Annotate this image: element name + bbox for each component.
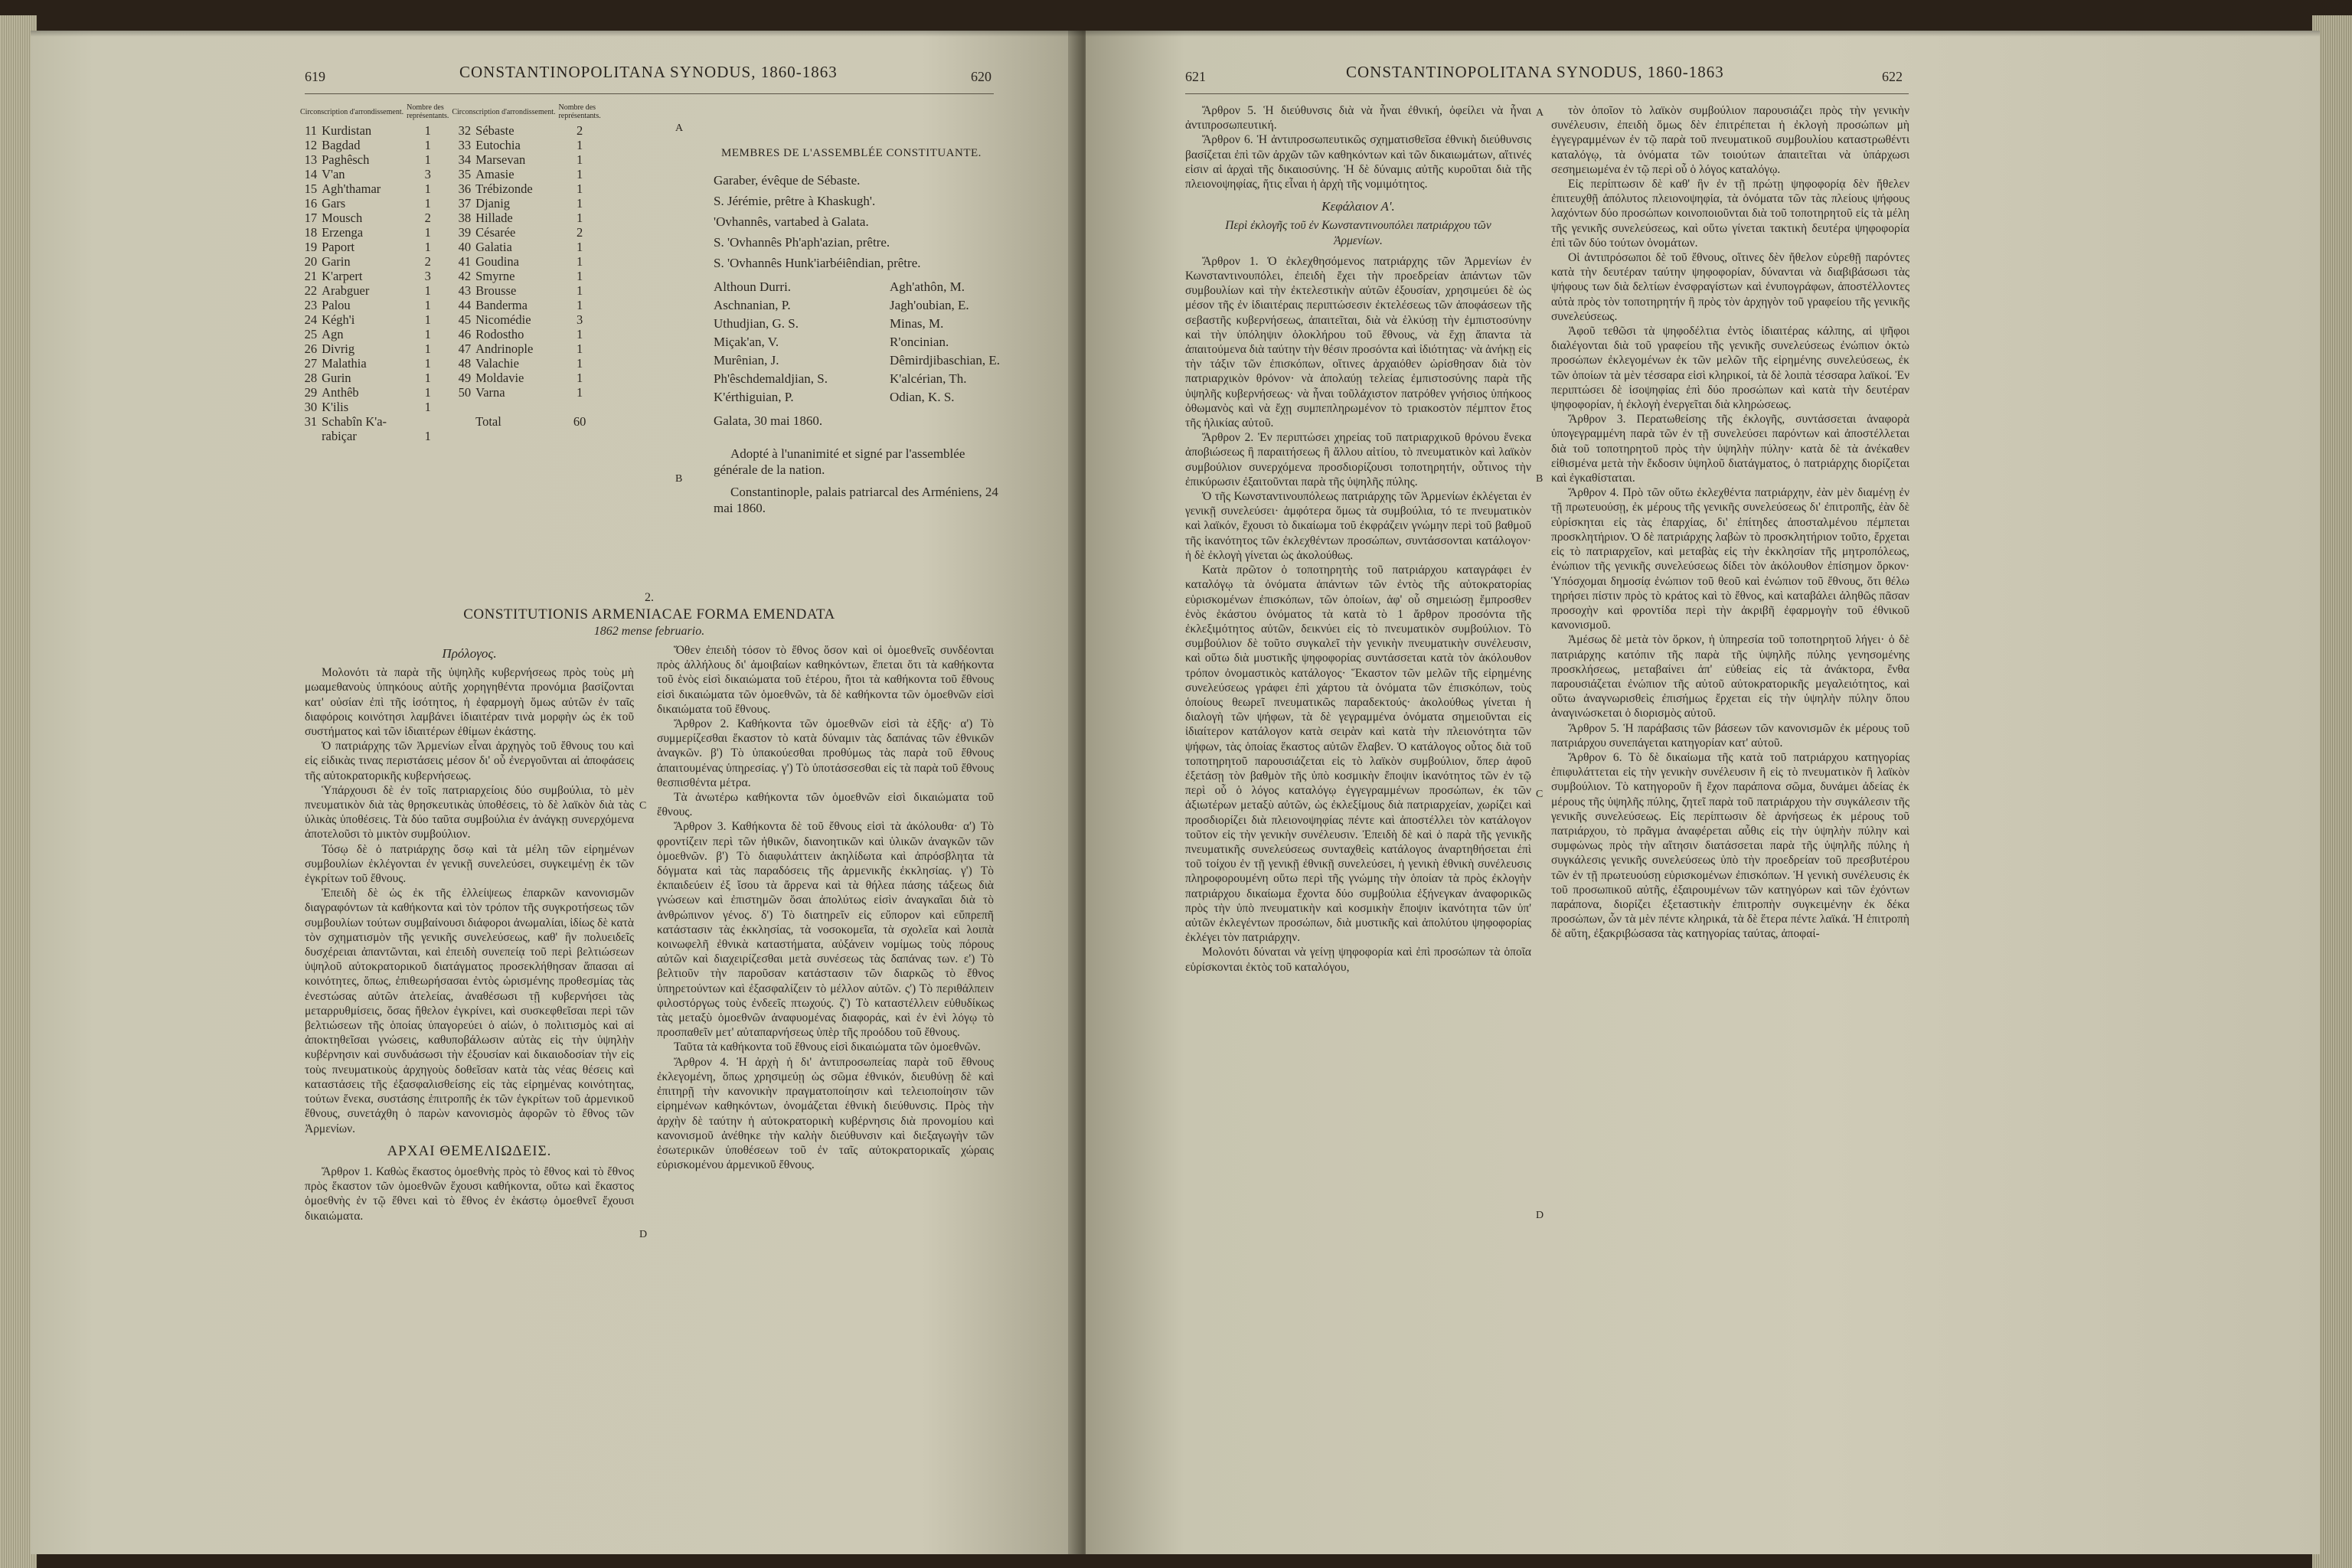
member-line: S. 'Ovhannês Ph'aph'azian, prêtre. <box>714 235 890 250</box>
left-page <box>31 31 1080 1554</box>
district-table <box>299 103 603 443</box>
district-cell: Kégh'i <box>322 312 355 327</box>
district-cell: 20 <box>304 254 318 269</box>
district-cell: Amasie <box>475 167 514 181</box>
member-name: Dêmirdjibaschian, E. <box>890 353 1000 368</box>
district-cell: Banderma <box>475 298 528 312</box>
header-rule <box>305 93 994 94</box>
district-row <box>299 356 603 371</box>
district-cell: 1 <box>424 327 431 341</box>
district-cell: 1 <box>576 138 583 152</box>
member-name: Aschnanian, P. <box>714 298 791 312</box>
district-cell: Anthêb <box>322 385 359 400</box>
district-cell: 1 <box>576 269 583 283</box>
district-cell: 1 <box>424 371 431 385</box>
member-line: Garaber, évêque de Sébaste. <box>714 173 861 188</box>
assembly-members <box>698 145 1004 516</box>
district-cell <box>557 429 602 443</box>
member-name: Agh'athôn, M. <box>890 279 965 294</box>
district-cell: 1 <box>424 123 431 138</box>
district-cell: Garin <box>322 254 351 269</box>
district-cell: 35 <box>458 167 472 181</box>
member-name: Murênian, J. <box>714 353 779 368</box>
right-column-2 <box>1551 103 1909 1543</box>
paragraph: Ἄρθρον 5. Ἡ παράβασις τῶν βάσεων τῶν κανονισμῶν ἐκ μέρους τοῦ πατριάρχου συνεπάγεται κατηγορίαν κατ' αὐτοῦ. <box>1551 721 1909 750</box>
district-cell <box>299 429 320 443</box>
members-grid <box>714 279 1004 405</box>
member-line: S. Jérémie, prêtre à Khaskugh'. <box>714 194 876 208</box>
district-cell: Paport <box>322 240 355 254</box>
paragraph: Μολονότι τὰ παρὰ τῆς ὑψηλῆς κυβερνήσεως πρὸς τοὺς μὴ μωαμεθανοὺς ὑπηκόους αὐτῆς χορηγηθέντα προνόμια βασίζονται κατ' οὐσίαν ἐπὶ τῆς ἰσότητος, ἡ ἐφαρμογὴ ὅμως αὐτῶν ἐν ταῖς διαφόροις κοινότησι λαμβάνει ἰδιαιτέραν τινὰ μορφὴν ὡς ἐκ τοῦ συστήματος καὶ τῶν ἰδιαιτέρων ἐθίμων ἑκάστης. <box>305 666 634 739</box>
member-name: Jagh'oubian, E. <box>890 298 969 312</box>
district-row <box>299 254 603 269</box>
member-name: Uthudjian, G. S. <box>714 316 799 331</box>
district-cell: Andrinople <box>475 341 534 356</box>
member-line: S. 'Ovhannês Hunk'iarbéiêndian, prêtre. <box>714 256 921 270</box>
paragraph: Ὑπάρχουσι δὲ ἐν τοῖς πατριαρχείοις δύο συμβούλια, τὸ μὲν πνευματικὸν διὰ τὰς θρησκευτικὰς ὑποθέσεις, τὸ δὲ λαϊκὸν διὰ τὰς ὑλικὰς ὑποθέσεις. Τὰ δύο ταῦτα συμβούλια ἐν ἀνάγκῃ συνερχόμενα ἀποτελοῦσι τὸ μικτὸν συμβούλιον. <box>305 783 634 841</box>
district-cell: Bagdad <box>322 138 361 152</box>
article-1: Ἄρθρον 1. Καθὼς ἕκαστος ὁμοεθνὴς πρὸς τὸ ἔθνος καὶ τὸ ἔθνος πρὸς ἕκαστον τῶν ὁμοεθνῶν ἔχουσι καθήκοντα, οὕτω καὶ ἕκαστος ὁμοεθνὴς ἐν τῷ ἔθνει καὶ τὸ ἔθνος ἐν ἑκάστῳ ὁμοεθνεῖ ἔχουσι δικαιώματα. <box>305 1165 634 1223</box>
district-cell: 17 <box>304 211 318 225</box>
header-rule-right <box>1185 93 1909 94</box>
district-row <box>299 225 603 240</box>
district-cell: Palou <box>322 298 351 312</box>
district-row <box>299 385 603 400</box>
margin-letter-b: B <box>675 473 683 485</box>
district-cell: 46 <box>458 327 472 341</box>
paragraph: Κατὰ πρῶτον ὁ τοποτηρητὴς τοῦ πατριάρχου καταγράφει ἐν καταλόγῳ τὰ ὀνόματα ἁπάντων τῶν ἐντὸς τῆς αὐτοκρατορίας εὑρισκομένων ἐπισκόπων, τῶν ὁποίων, ἀφ' οὗ σημειώσῃ ἔμπροσθεν ἑνὸς ἑκάστου ὀνόματος τὰ κατὰ τὸ 1 ἄρθρον προσόντα τῆς ἐκλεξιμότητος αὐτῶν, δεικνύει εἰς τὸ πνευματικὸν συμβούλιον. Τὸ συμβούλιον δὲ τοῦτο συγκαλεῖ τὴν γενικὴν πνευματικὴν συνέλευσιν, καὶ οὕτω διὰ μυστικῆς ψηφοφορίας συντάσσεται κατὰ τὸν ἀκόλουθον τρόπον ὀνομαστικὸς κατάλογος· Ἕκαστον τῶν μελῶν τῆς εἰρημένης συνελεύσεως γράφει ἐπὶ χάρτου τὰ ὀνόματα τῶν ἐπισκόπων, τοὺς ὁποίους θεωρεῖ πνευματικῶς παραδεκτούς· ἀκολούθως γίνεται ἡ διαλογὴ τῶν ψήφων, τὰ δὲ γεγραμμένα ὀνόματα σημειοῦνται εἰς ἰδιαίτερον κατάλογον κατὰ σειρὰν καὶ κατὰ τὴν πλειονότητα τῶν ψήφων, τὰς ὁποίας ἕκαστος αὐτῶν ἔλαβεν. Ὁ κατάλογος οὗτος διὰ τοῦ τοποτηρητοῦ παρουσιάζεται εἰς τὸ λαϊκὸν συμβούλιον, ὅπερ ἀφοῦ ἐξετάσῃ τὸν βαθμὸν τῆς ὑπὸ κοσμικὴν ἔποψιν ἱκανότητος τῶν ἐν τῷ περὶ οὗ ὁ λόγος καταλόγῳ ἐγγεγραμμένων προσώπων, ἐκ τῶν ἀξιωτέρων μεταξὺ αὐτῶν, ὡς ἐκλεξίμους διὰ πατριαρχείαν, χωρίζει καὶ προσδιορίζει διὰ πλειονοψηφίας πέντε καὶ ἀποστέλλει τὸν κατάλογον τοῦτον εἰς τὴν γενικὴν συνέλευσιν. Ἐπειδὴ δὲ καὶ ὁ παρὰ τῆς γενικῆς πνευματικῆς συνελεύσεως συνταχθεὶς κατάλογος ἀναρτηθήσεται ἐπὶ τοῦ τοίχου ἐν τῇ γενικῇ ἐθνικῇ συνελεύσει, ἡ γενικὴ ἐθνικὴ συνέλευσις πληροφορουμένη οὕτω περὶ τῆς γνώμης τὴν ὁποίαν τὰ πρὸς ἐκλογὴν πατριάρχου δικαίωμα ἔχοντα δύο συμβούλια ἐξήνεγκαν ἀναφορικῶς πρὸς τὴν ὑπὸ πνευματικὴν καὶ κοσμικὴν ἔποψιν ἱκανότητα τῶν ὑπ' αὐτῶν ἐκλεγέντων προσώπων, διὰ μυστικῆς καὶ ἀπολύτου ψηφοφορίας ἐκλέγει τὸν πατριάρχην. <box>1185 564 1531 945</box>
district-cell <box>474 429 557 443</box>
district-cell: 1 <box>424 181 431 196</box>
paragraph: Ἄρθρον 3. Περατωθείσης τῆς ἐκλογῆς, συντάσσεται ἀναφορὰ ὑπογεγραμμένη παρὰ τῶν ἐν τῇ συνελεύσει παρόντων καὶ ἀποστέλλεται διὰ τοῦ τοποτηρητοῦ πρὸς τὴν ὑψηλὴν πύλην· κατὰ δὲ τὰ ἀνέκαθεν εἰθισμένα μετὰ τὴν ἔκδοσιν ὑψηλοῦ διατάγματος, ὁ πατριάρχης διορίζεται καὶ ἐγκαθίσταται. <box>1551 413 1909 485</box>
margin-letter-b-right: B <box>1536 473 1544 485</box>
district-row <box>299 341 603 356</box>
district-cell: 19 <box>304 240 318 254</box>
district-cell <box>405 414 450 429</box>
district-row <box>299 211 603 225</box>
district-row <box>299 167 603 181</box>
district-cell: 2 <box>424 211 431 225</box>
paragraph: Ἄρθρον 5. Ἡ διεύθυνσις διὰ νὰ ἦναι ἐθνική, ὀφείλει νὰ ἦναι ἀντιπροσωπευτική. <box>1185 104 1531 132</box>
district-cell <box>450 400 474 414</box>
district-row <box>299 400 603 414</box>
district-cell: Moldavie <box>475 371 524 385</box>
district-cell: Brousse <box>475 283 517 298</box>
district-cell: 1 <box>576 356 583 371</box>
top-shadow <box>31 31 2320 37</box>
running-header-right: CONSTANTINOPOLITANA SYNODUS, 1860-1863 <box>1346 63 1724 81</box>
member-name: Odian, K. S. <box>890 390 955 404</box>
right-column-1 <box>1185 103 1531 1543</box>
district-cell: 21 <box>304 269 318 283</box>
district-cell: Djanig <box>475 196 511 211</box>
district-row <box>299 371 603 385</box>
district-cell <box>450 414 474 429</box>
district-cell: 1 <box>424 385 431 400</box>
district-cell: 30 <box>304 400 318 414</box>
paragraph: Ὁ πατριάρχης τῶν Ἀρμενίων εἶναι ἀρχηγὸς τοῦ ἔθνους του καὶ εἰς εἰδικὰς τινας περιστάσεις μέσον δι' οὗ ἐνεργοῦνται αἱ ἀποφάσεις τῆς αὐτοκρατορικῆς κυβερνήσεως. <box>305 740 634 782</box>
district-row <box>299 196 603 211</box>
margin-letter-d-right: D <box>1536 1210 1544 1221</box>
district-cell: 1 <box>424 356 431 371</box>
district-cell: Paghêsch <box>322 152 370 167</box>
district-cell: Varna <box>475 385 505 400</box>
section-subtitle: 1862 mense februario. <box>593 625 705 638</box>
district-row <box>299 429 603 443</box>
margin-letter-c-right: C <box>1536 789 1544 800</box>
member-name: K'alcérian, Th. <box>890 371 967 386</box>
district-cell: 3 <box>424 269 431 283</box>
district-cell: 22 <box>304 283 318 298</box>
district-cell: Agh'thamar <box>322 181 381 196</box>
district-row <box>299 327 603 341</box>
district-cell: 45 <box>458 312 472 327</box>
district-cell: 42 <box>458 269 472 283</box>
district-cell: Sébaste <box>475 123 514 138</box>
district-cell: Hillade <box>475 211 513 225</box>
district-row <box>299 269 603 283</box>
paragraph: Ἄρθρον 6. Ἡ ἀντιπροσωπευτικῶς σχηματισθεῖσα ἐθνικὴ διεύθυνσις βασίζεται ἐπὶ τῶν ἀρχῶν τῶν καθηκόντων καὶ τῶν δικαιωμάτων, αἵτινές εἰσιν αἱ ἀρχαὶ τῆς δικαιοσύνης. Ἡ δὲ δύναμις αὐτῆς κυροῦται διὰ τῆς πλειονοψηφίας, ἥτις εἶναι ἡ ἀρχὴ τῆς νομιμότητος. <box>1185 133 1531 191</box>
district-cell: 37 <box>458 196 472 211</box>
district-cell: 1 <box>424 341 431 356</box>
adopted-note: Adopté à l'unanimité et signé par l'assemblée générale de la nation. <box>714 446 965 477</box>
district-cell: Goudina <box>475 254 519 269</box>
district-cell: 41 <box>458 254 472 269</box>
member-name: K'érthiguian, P. <box>714 390 794 404</box>
district-cell: 1 <box>424 429 431 443</box>
district-cell: Césarée <box>475 225 516 240</box>
page-number-621: 621 <box>1185 69 1206 84</box>
district-cell: Gars <box>322 196 346 211</box>
district-cell: Nicomédie <box>475 312 531 327</box>
archai-title: ΑΡΧΑΙ ΘΕΜΕΛΙΩΔΕΙΣ. <box>387 1142 552 1159</box>
member-name: Minas, M. <box>890 316 944 331</box>
district-cell: 34 <box>458 152 472 167</box>
col-header-reps: Nombre des représentants. <box>407 103 449 120</box>
members-date: Galata, 30 mai 1860. <box>714 413 823 428</box>
district-cell: Eutochia <box>475 138 521 152</box>
district-cell: 13 <box>304 152 318 167</box>
paragraph: Ἀμέσως δὲ μετὰ τὸν ὅρκον, ἡ ὑπηρεσία τοῦ τοποτηρητοῦ λήγει· ὁ δὲ πατριάρχης κατόπιν τῆς παρὰ τῆς ὑψηλῆς πύλης γενησομένης προσκλήσεως, μεταβαίνει ἀπ' εὐθείας εἰς τὰ ἀνάκτορα, ἔνθα παρουσιάζεται ἐνώπιον τῆς αὐτοῦ αὐτοκρατορικῆς μεγαλειότητος, καὶ οὕτω ἀναγνωρισθεὶς ἐπισήμως ἔρχεται εἰς τὴν ὑψηλὴν πύλην ὅπου ἀναγινώσκεται ὁ διορισμὸς αὐτοῦ. <box>1551 633 1909 720</box>
paragraph: Ἄρθρον 2. Ἐν περιπτώσει χηρείας τοῦ πατριαρχικοῦ θρόνου ἕνεκα ἀποβιώσεως ἢ παραιτήσεως ἢ ἄλλου αἰτίου, τὸ πνευματικὸν καὶ λαϊκὸν συμβούλιον συνερχόμενα προσδιορίζουσι τοποτηρητήν, οὗτινος τὴν ἐπικύρωσιν ἐξαιτοῦνται παρὰ τῆς ὑψηλῆς πύλης. <box>1185 431 1531 488</box>
margin-letter-d: D <box>639 1229 648 1240</box>
district-row <box>299 414 603 429</box>
margin-letter-c: C <box>639 800 647 812</box>
paragraph: Ἄρθρον 3. Καθήκοντα δὲ τοῦ ἔθνους εἰσὶ τὰ ἀκόλουθα· α') Τὸ φροντίζειν περὶ τῶν ἠθικῶν, διανοητικῶν καὶ ὑλικῶν ἀναγκῶν τῶν ὁμοεθνῶν. β') Τὸ διαφυλάττειν ἀκηλίδωτα καὶ ἀπρόσβλητα τὰ δόγματα καὶ τὰς παραδόσεις τῆς ἀρμενικῆς ἐκκλησίας. γ') Τὸ ἐκπαιδεύειν ἐξ ἴσου τὰ ἄρρενα καὶ τὰ θήλεα πάσης τάξεως διὰ γνώσεων καὶ ἐπιστημῶν ὅσαι ἀπολύτως εἰσὶν ἀναγκαῖαι διὰ τὸ ἀνθρώπινον γένος. δ') Τὸ διατηρεῖν εἰς εὔπορον καὶ εὔπρεπῆ κατάστασιν τὰς ἐκκλησίας, τὰ νοσοκομεῖα, τὰ σχολεῖα καὶ λοιπὰ κοινωφελῆ ἐθνικὰ καταστήματα, αὐξάνειν νομίμως τοὺς πόρους αὐτῶν καὶ διαχειρίζεσθαι μετὰ συνέσεως τὰς δαπάνας των. ε') Τὸ βελτιοῦν τὴν παροῦσαν κατάστασιν τῶν διαρκῶς τὸ ἔθνος ὑπηρετούντων καὶ ἐξασφαλίζειν τὸ μέλλον αὐτῶν. ς') Τὸ περιθάλπειν φιλοστόργως τοὺς ἐνδεεῖς πτωχούς. ζ') Τὸ καταστέλλειν εὐθυδίκως τὰς μεταξὺ ὁμοεθνῶν ἀναφυομένας διαφοράς, καὶ ἐν ἑνὶ λόγῳ τὸ προσπαθεῖν μετ' αὐταπαρνήσεως ὑπὲρ τῆς προόδου τοῦ ἔθνους. <box>657 820 994 1040</box>
paragraph: Ἄρθρον 2. Καθήκοντα τῶν ὁμοεθνῶν εἰσὶ τὰ ἑξῆς· α') Τὸ συμμερίζεσθαι ἕκαστον τὸ κατὰ δύναμιν τὰς δαπάνας τῶν ἐθνικῶν ἀναγκῶν. β') Τὸ ὑπακούεσθαι προθύμως τὰς παρὰ τοῦ ἔθνους ἀπαιτουμένας ὑπηρεσίας. γ') Τὸ ὑποτάσσεσθαι εἰς τὰ παρὰ τοῦ ἔθνους θεσπισθέντα μέτρα. <box>657 717 994 789</box>
district-cell: 28 <box>304 371 318 385</box>
paragraph: Ὅθεν ἐπειδὴ τόσον τὸ ἔθνος ὅσον καὶ οἱ ὁμοεθνεῖς συνδέονται πρὸς ἀλλήλους δι' ἀμοιβαίων καθηκόντων, ἕπεται ὅτι τὰ καθήκοντα τοῦ ἑνὸς εἰσὶ δικαιώματα τοῦ ἑτέρου, ἤτοι τὰ καθήκοντα τοῦ ἔθνους εἰσὶ δικαιώματα τῶν ὁμοεθνῶν, τὰ δὲ καθήκοντα τῶν ὁμοεθνῶν εἰσὶ δικαιώματα τοῦ ἔθνους. <box>657 644 994 716</box>
district-cell: 40 <box>458 240 472 254</box>
left-column-1 <box>305 643 634 1516</box>
district-cell: 1 <box>424 400 431 414</box>
district-cell: 15 <box>304 181 318 196</box>
district-cell: Galatia <box>475 240 512 254</box>
district-cell: Trébizonde <box>475 181 533 196</box>
district-cell: Marsevan <box>475 152 526 167</box>
paragraph: Ἄρθρον 4. Πρὸ τῶν οὕτω ἐκλεχθέντα πατριάρχην, ἐὰν μὲν διαμένῃ ἐν τῇ πρωτευούσῃ, ἐκ μέρους τῆς γενικῆς συνελεύσεως δι' ἐπιτροπῆς, ἐὰν δὲ εὑρίσκηται εἰς τὰς ἐπαρχίας, δι' ἐπίτηδες ἀποσταλμένου πέμπεται προσκλητήριον. Ὁ δὲ πατριάρχης λαβὼν τὸ προσκλητήριον τοῦτο, ἔρχεται εἰς τὸ πατριαρχεῖον, καὶ μεταβὰς εἰς τὴν ἐκκλησίαν τῆς μητροπόλεως, ἐνώπιον τῆς γενικῆς συνελεύσεως δίδει τὸν ἀκόλουθον ἐπίσημον ὅρκον· Ὑπόσχομαι δημοσίᾳ ἐνώπιον τοῦ θεοῦ καὶ ἐνώπιον τοῦ ἔθνους, ὅτι θέλω τηρήσει πίστιν πρὸς τὸ κράτος καὶ τὸ ἔθνος, καὶ καταβάλει ἀληθῶς πᾶσαν προσοχὴν καὶ φροντίδα περὶ τὴν ἀκριβῆ ἐφαρμογὴν τοῦ ἐθνικοῦ κανονισμοῦ. <box>1551 486 1909 632</box>
district-cell: 2 <box>576 123 583 138</box>
section-number: 2. <box>645 591 654 604</box>
paragraph: Εἰς περίπτωσιν δὲ καθ' ἣν ἐν τῇ πρώτῃ ψηφοφορίᾳ δὲν ἤθελεν ἐπιτευχθῇ ἀπόλυτος πλειονοψηφία, τὰ ὀνόματα τῶν τὰς πλείους ψήφους λαχόντων δύο προσώπων κοινοποιοῦνται διὰ τοῦ τοποτηρητοῦ εἰς τὰ μέλη τῆς γενικῆς συνελεύσεως, καὶ οὕτω γίνεται τακτικὴ δευτέρα ψηφοφορία ἐπὶ τῶν δύο τούτων ὀνομάτων. <box>1551 178 1909 250</box>
district-cell: Agn <box>322 327 344 341</box>
district-cell: 12 <box>304 138 318 152</box>
district-cell: 1 <box>576 211 583 225</box>
district-row <box>299 240 603 254</box>
member-name: Althoun Durri. <box>714 279 792 294</box>
district-cell: 24 <box>304 312 318 327</box>
district-row <box>299 298 603 312</box>
paragraph: Ἄρθρον 6. Τὸ δὲ δικαίωμα τῆς κατὰ τοῦ πατριάρχου κατηγορίας ἐπιφυλάττεται εἰς τὴν γενικὴν συνέλευσιν ἢ εἰς τὸ πνευματικὸν ἢ λαϊκὸν συμβούλιον. Τὸ κατηγοροῦν ἢ ἔχον παράπονα σῶμα, δυνάμει ἀδείας ἐκ μέρους τῆς ὑψηλῆς πύλης, ζητεῖ παρὰ τοῦ πατριάρχου τὴν συγκάλεσιν τῆς γενικῆς συνελεύσεως. Εἰς περίπτωσιν δὲ ἀρνήσεως ἐκ μέρους τοῦ πατριάρχου, τὸ πρᾶγμα ἀναφέρεται αὖθις εἰς τὴν ὑψηλὴν πύλην καὶ συμφώνως πρὸς τὴν αἴτησιν διατάσσεται παρὰ τῆς ὑψηλῆς πύλης ἡ συγκάλεσις γενικῆς συνελεύσεως ὑπὸ τὴν προεδρείαν τοῦ πρεσβυτέρου τῶν ἐν τῇ πρωτευούσῃ εὑρισκομένων ἐπισκόπων. Ἡ γενικὴ συνέλευσις ἐκ τοῦ προσωπικοῦ αὐτῆς, ἐξαιρουμένων τῶν κατηγόρων καὶ τῶν ἐχόντων παράπονα, διορίζει ἐξεταστικὴν ἐπιτροπὴν συγκειμένην ἐκ δέκα προσώπων, ὧν τὰ μὲν πέντε κληρικά, τὰ δὲ ἕτερα πέντε λαϊκά. Ἡ ἐπιτροπὴ δὲ αὕτη, ἐξακριβώσασα τὰς κατηγορίας ταύτας, ἀποφαί- <box>1551 750 1909 941</box>
paragraph: Ἄρθρον 1. Ὁ ἐκλεχθησόμενος πατριάρχης τῶν Ἀρμενίων ἐν Κωνσταντινουπόλει, ἐπειδὴ ἔχει τὴν προεδρείαν ἁπάντων τῶν συμβουλίων καὶ τὴν ἐκτελεστικὴν αὐτῶν ἐξουσίαν, χρησιμεύει δὲ ὡς μέσον τῆς ἐν ἰδιαιτέραις περιπτώσεσιν ἐκτελέσεως τῶν ἀποφάσεων τῆς σεβαστῆς κυβερνήσεως, ἀπαιτεῖται, διὰ νὰ ἑλκύσῃ τὴν ἐμπιστοσύνην καὶ τὴν ὑπόληψιν ὁλοκλήρου τοῦ ἔθνους, νὰ ἔχῃ ἅπαντα τὰ ἀπαιτούμενα διὰ ταύτην τὴν θέσιν προσόντα καὶ ἰδιότητας· νὰ ἀνήκῃ εἰς τὴν τάξιν τῶν ἐπισκόπων, οἵτινες ἀρχαιόθεν ὡρίσθησαν διὰ τὸν πατριαρχικὸν θρόνον· νὰ ἀπολαύῃ τελείας ἐμπιστοσύνης παρὰ τῆς ὑψηλῆς κυβερνήσεως· νὰ ἦναι τοῦλάχιστον πατρόθεν γνήσιος ὑπήκοος ὀθωμανὸς καὶ νὰ ἔχῃ συμπεπληρωμένον τὸ τριακοστὸν πέμπτον ἔτος τῆς ἡλικίας αὐτοῦ. <box>1185 254 1531 430</box>
district-cell: Malathia <box>322 356 367 371</box>
left-column-2 <box>657 643 994 1516</box>
paragraph: Τὰ ἀνωτέρω καθήκοντα τῶν ὁμοεθνῶν εἰσὶ δικαιώματα τοῦ ἔθνους. <box>657 791 994 819</box>
district-cell: 1 <box>576 181 583 196</box>
chapter-title: Κεφάλαιον Α'. <box>1321 199 1395 214</box>
paragraph: Ἄρθρον 4. Ἡ ἀρχὴ ἡ δι' ἀντιπροσωπείας παρὰ τοῦ ἔθνους ἐκλεγομένη, ὅπως χρησιμεύῃ ὡς σῶμα ἐθνικόν, διευθύνῃ δὲ καὶ ἐπιτηρῇ τὴν κανονικὴν πραγματοποίησιν καὶ τελειοποίησιν τῶν εἰρημένων καθηκόντων, ὀνομάζεται ἐθνικὴ διεύθυνσις. Πρὸς τὴν ἀρχὴν δὲ ταύτην ἡ αὐτοκρατορικὴ κυβέρνησις διὰ προνομίου καὶ κανονισμοῦ ἀνέθηκε τὴν καλὴν διεύθυνσιν καὶ διεξαγωγὴν τῶν ἐσωτερικῶν ὑποθέσεων τοῦ ἐν ταῖς αὐτοκρατορικαῖς χώραις εὑρισκομένου ἀρμενικοῦ ἔθνους. <box>657 1055 994 1172</box>
district-cell: Arabguer <box>322 283 370 298</box>
paragraph: Οἱ ἀντιπρόσωποι δὲ τοῦ ἔθνους, οἵτινες δὲν ἤθελον εὑρεθῇ παρόντες κατὰ τὴν δευτέραν ταύτην ψηφοφορίαν, δύνανται νὰ διαβιβάσωσι τὰς ψήφους των διὰ δελτίων ἐνσφραγίστων καὶ ἐνυπογράφων, ἀποστέλλοντες αὐτὰ πρὸς τὸν τοποτηρητήν ἢ πρὸς τὸν ἀρχηγὸν τοῦ γραφείου τῆς γενικῆς συνελεύσεως. <box>1551 251 1909 323</box>
district-cell: Mousch <box>322 211 363 225</box>
district-cell: 29 <box>304 385 318 400</box>
paragraph: Ἀφοῦ τεθῶσι τὰ ψηφοδέλτια ἐντὸς ἰδιαιτέρας κάλπης, αἱ ψῆφοι διαλέγονται διὰ τοῦ γραφείου τῆς γενικῆς συνελεύσεως ἐνώπιον ὀκτὼ προσώπων ἐκλεγομένων ἐκ τῶν μελῶν τῆς εἰρημένης συνελεύσεως, ἐκ τῶν ὁποίων τὰ μὲν τέσσαρα εἰσὶ κληρικοί, τὰ δὲ λοιπὰ τέσσαρα λαϊκοί. Ἐν περιπτώσει δὲ ἰσοψηφίας ἐπὶ δύο προσώπων καὶ κατὰ τὴν δευτέραν ψηφοφορίαν, ἡ ἐκλογὴ ἐνεργεῖται διὰ κληρώσεως. <box>1551 325 1909 412</box>
district-cell: 1 <box>576 371 583 385</box>
district-cell: 32 <box>458 123 472 138</box>
district-cell: 16 <box>304 196 318 211</box>
district-cell: 2 <box>576 225 583 240</box>
district-cell: 27 <box>304 356 318 371</box>
district-cell: 25 <box>304 327 318 341</box>
member-name: Ph'êschdemaldjian, S. <box>714 371 828 386</box>
district-cell: 1 <box>424 138 431 152</box>
paragraph: τὸν ὁποῖον τὸ λαϊκὸν συμβούλιον παρουσιάζει πρὸς τὴν γενικὴν συνέλευσιν, ἐπειδὴ ὅμως δὲν ἐπιτρέπεται ἡ ἐκλογὴ προσώπων μὴ ἐγγεγραμμένων ἐν τῷ παρὰ τοῦ πνευματικοῦ συμβουλίου καταστρωθέντι καταλόγῳ, τὰ ὀνόματα τῶν τοιούτων ἀπαιτεῖται νὰ ὑπάρχωσι σεσημειωμένα ἐν τῷ περὶ οὗ ὁ λόγος καταλόγῳ. <box>1551 104 1909 176</box>
prologue-title: Πρόλογος. <box>442 646 497 661</box>
district-cell: 47 <box>458 341 472 356</box>
member-line: 'Ovhannês, vartabed à Galata. <box>714 214 869 229</box>
page-number-619: 619 <box>305 69 325 84</box>
district-cell: 1 <box>424 312 431 327</box>
section-title: CONSTITUTIONIS ARMENIACAE FORMA EMENDATA <box>463 606 835 622</box>
district-cell: 60 <box>573 414 586 429</box>
district-cell: 3 <box>576 312 583 327</box>
district-cell: Rodostho <box>475 327 524 341</box>
district-cell: 11 <box>305 123 318 138</box>
paragraph: Μολονότι δύναται νὰ γείνῃ ψηφοφορία καὶ ἐπὶ προσώπων τὰ ὁποῖα εὑρίσκονται ἐκτὸς τοῦ καταλόγου, <box>1185 946 1531 974</box>
district-cell: 14 <box>304 167 318 181</box>
district-cell: 1 <box>576 196 583 211</box>
district-cell: 1 <box>424 240 431 254</box>
district-cell: 38 <box>458 211 472 225</box>
district-cell: K'arpert <box>322 269 363 283</box>
page-number-622: 622 <box>1882 69 1903 84</box>
district-row <box>299 152 603 167</box>
district-cell: Kurdistan <box>322 123 372 138</box>
district-row <box>299 181 603 196</box>
district-cell: 1 <box>576 152 583 167</box>
district-cell: 44 <box>458 298 472 312</box>
district-row <box>299 283 603 298</box>
district-cell: 1 <box>424 283 431 298</box>
district-cell <box>557 400 602 414</box>
district-cell: Gurin <box>322 371 351 385</box>
district-cell: 1 <box>424 196 431 211</box>
district-cell: Divrig <box>322 341 355 356</box>
district-cell <box>474 400 557 414</box>
paragraph: Ταῦτα τὰ καθήκοντα τοῦ ἔθνους εἰσὶ δικαιώματα τῶν ὁμοεθνῶν. <box>674 1040 981 1054</box>
col-header-reps-2: Nombre des représentants. <box>558 103 601 120</box>
district-cell: K'ilis <box>322 400 349 414</box>
district-row <box>299 312 603 327</box>
paragraph: Ὁ τῆς Κωνσταντινουπόλεως πατριάρχης τῶν Ἀρμενίων ἐκλέγεται ἐν γενικῇ συνελεύσει· ἀμφότερα ὅμως τὰ συμβούλια, τό τε πνευματικὸν καὶ λαϊκόν, ἔχουσι τὸ δικαίωμα τοῦ ἐκφράζειν γνώμην περὶ τοῦ βαθμοῦ τῆς ἱκανότητος τῶν ἐκλεχθέντων προσώπων, συντάσσονται κατάλογον· ἡ δὲ ἐκλογὴ γίνεται ὡς ἀκολούθως. <box>1185 490 1531 562</box>
district-cell: 1 <box>576 254 583 269</box>
district-row <box>299 138 603 152</box>
district-cell: 1 <box>576 341 583 356</box>
district-cell: 1 <box>424 225 431 240</box>
district-cell: Valachie <box>475 356 519 371</box>
district-cell: 39 <box>458 225 472 240</box>
district-cell: 26 <box>304 341 318 356</box>
paragraph: Ἐπειδὴ δὲ ὡς ἐκ τῆς ἐλλείψεως ἐπαρκῶν κανονισμῶν διαγραφόντων τὰ καθήκοντα καὶ τὸν τρόπον τῆς συγκροτήσεως τῶν συμβουλίων τούτων συμβαίνουσι διάφοροι ἀνωμαλίαι, ἰδίως δὲ κατὰ τὸν σχηματισμὸν τῆς γενικῆς συνελεύσεως, καθ' ἣν πολυειδεῖς δυσχέρειαι ἀπαντῶνται, καὶ ἐπειδὴ συνεπείᾳ τοῦ περὶ βελτιώσεων ὑψηλοῦ αὐτοκρατορικοῦ διατάγματος προσεκλήθησαν ἅπασαι αἱ κοινότητες, ὅπως, ἐπιθεωρήσασαι ἐντὸς ὡρισμένης προθεσμίας τὰς ἐνεστώσας αὐτῶν ἀτελείας, ἀναθέσωσι τῇ κυβερνήσει τὰς μεταρρυθμίσεις, ὅσας ἤθελον ἐγκρίνει, καὶ συσκεφθεῖσαι περὶ τῶν βελτιώσεων τῆς ὁποίας ὑπαγορεύει ὁ αἰών, ὁ πολιτισμὸς καὶ αἱ ἀποκτηθεῖσαι γνώσεις, καθυποβάλωσιν αὐτὰς εἰς τὴν ὑψηλὴν κυβέρνησιν καὶ συνδυάσωσι τὴν ἐξουσίαν καὶ δικαιοδοσίαν τὴν εἰς τοὺς πνευματικοὺς ἀρχηγοὺς δοθεῖσαν κατὰ τὰς νέας θέσεις καὶ καταστάσεις τῆς ἐξασφαλισθείσης εἰς τὰς εἰρημένας κοινότητας, τούτων ἕνεκα, συστάσης ἐπιτροπῆς ἐκ τῶν ἐγκρίτων τοῦ ἀρμενικοῦ ἔθνους, συνετάχθη ὁ παρὼν κανονισμὸς ἀφορῶν τὸ ἔθνος τῶν Ἀρμενίων. <box>305 887 634 1135</box>
district-cell: 1 <box>576 240 583 254</box>
district-cell: 18 <box>304 225 318 240</box>
district-cell: 43 <box>458 283 472 298</box>
place-date: Constantinople, palais patriarcal des Arméniens, 24 mai 1860. <box>714 485 998 515</box>
member-name: Miçak'an, V. <box>714 335 779 349</box>
member-name: R'oncinian. <box>890 335 949 349</box>
district-cell: 1 <box>424 298 431 312</box>
district-cell: rabiçar <box>322 429 357 443</box>
district-cell: 23 <box>304 298 318 312</box>
district-cell: 36 <box>458 181 472 196</box>
district-cell: Schabîn K'a- <box>322 414 387 429</box>
right-page <box>1086 31 2320 1554</box>
district-cell: Smyrne <box>475 269 515 283</box>
running-header-left: CONSTANTINOPOLITANA SYNODUS, 1860-1863 <box>459 63 838 81</box>
col-header-district: Circonscription d'arrondissement. <box>300 107 404 116</box>
district-cell: 50 <box>458 385 472 400</box>
district-cell: Erzenga <box>322 225 364 240</box>
district-cell: 1 <box>424 152 431 167</box>
district-cell: 31 <box>304 414 318 429</box>
district-cell: 1 <box>576 283 583 298</box>
margin-letter-a-right: A <box>1536 107 1544 119</box>
district-cell: Total <box>475 414 501 429</box>
district-cell: 2 <box>424 254 431 269</box>
paragraph: Τόσῳ δὲ ὁ πατριάρχης ὅσῳ καὶ τὰ μέλη τῶν εἰρημένων συμβουλίων ἐκλέγονται ἐν γενικῇ συνελεύσει, συγκειμένῃ ἐκ τῶν ἐγκρίτων τοῦ ἔθνους. <box>305 842 634 886</box>
district-cell: 1 <box>576 385 583 400</box>
district-cell: 1 <box>576 327 583 341</box>
district-cell: 48 <box>458 356 472 371</box>
district-cell <box>450 429 474 443</box>
district-cell: 1 <box>576 167 583 181</box>
district-cell: 33 <box>458 138 472 152</box>
page-number-620: 620 <box>971 69 991 84</box>
col-header-district-2: Circonscription d'arrondissement. <box>452 107 556 116</box>
chapter-subtitle: Περὶ ἐκλογῆς τοῦ ἐν Κωνσταντινουπόλει πατριάρχου τῶν Ἀρμενίων. <box>1225 219 1491 247</box>
district-cell: 49 <box>458 371 472 385</box>
district-cell: 3 <box>424 167 431 181</box>
members-title: MEMBRES DE L'ASSEMBLÉE CONSTITUANTE. <box>721 147 982 159</box>
district-row <box>299 123 603 138</box>
margin-letter-a: A <box>675 122 684 134</box>
district-cell: V'an <box>322 167 345 181</box>
district-cell: 1 <box>576 298 583 312</box>
